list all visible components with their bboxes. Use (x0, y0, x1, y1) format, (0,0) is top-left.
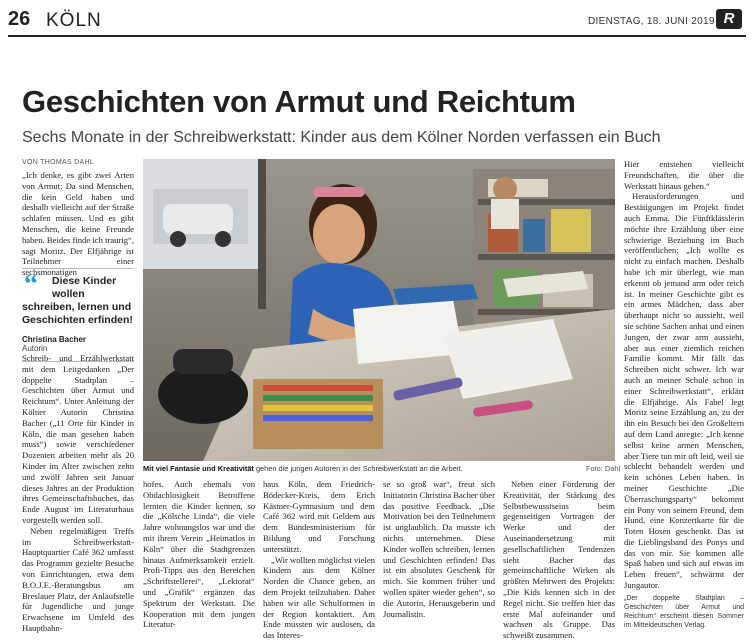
page-number: 26 (8, 8, 31, 30)
byline: VON THOMAS DAHL (22, 159, 95, 166)
article-photo (143, 159, 615, 461)
photo-caption (143, 464, 615, 473)
children-writing-photo (143, 159, 615, 461)
paragraph: Schreib- und Erzählwerkstatt mit dem Leitgedanken „Der doppelte Stadtplan – Geschichten über Armut und Reichtum“. Unter Anleitung der Kölner Autorin Christina Bacher („11 Orte für Kinder in Köln, die man gesehen haben muss“) sowie verschiedener Dozenten arbeiten mehr als 20 Kinder im Alter zwischen zehn und zwölf Jahren seit Januar dieses Jahres an der Produktion ihres Gemeinschaftsbuches, das Ende August im Literaturhaus vorgestellt werden soll. (22, 353, 134, 525)
header-rule (8, 35, 746, 37)
column-1-body (22, 353, 134, 634)
column-1-intro (22, 170, 134, 278)
article-subheadline: Sechs Monate in der Schreibwerkstatt: Kinder aus dem Kölner Norden verfassen ein Buch (22, 129, 661, 146)
paragraph: Neben regelmäßigen Treffs im Schreibwerkstatt-Hauptquartier Café 362 umfasst das Programm gezielte Besuche von Einrichtungen, etwa dem B.O.J.E.-Beratungsbus am Breslauer Platz, der Anlaufstelle für Jugendliche und junge Erwachsene im Umfeld des Hauptbahn- (22, 525, 134, 633)
paragraph: „Ich denke, es gibt zwei Arten von Armut: Da sind Menschen, die kein Geld haben und deshalb vielleicht auf der Straße schlafen müssen. Und es gibt Menschen, die keine Freunde haben. Beides finde ich traurig“, sagt Moritz. Der Elfjährige ist Teilnehmer einer sechsmonatigen (22, 170, 134, 278)
paragraph: haus Köln, dem Friedrich-Bödecker-Kreis, dem Erich Kästner-Gymnasium und dem Café 362 wird mit Geldern aus dem Bundesministerium für Bildung und Forschung unterstützt. (263, 479, 375, 554)
column-3 (263, 479, 375, 641)
photo-caption-text: gehen die jungen Autoren in der Schreibwerkstatt an die Arbeit. (253, 464, 463, 473)
pull-quote-text: schreiben, lernen und Geschichten erfinden! (22, 301, 133, 326)
paragraph: Neben einer Förderung der Kreativität, der Stärkung des Selbstbewusstseins beim gegenseitigen Vortragen der Werke und der Auseinandersetzung mit gesellschaftlichen Tendenzen sieht Bacher das gemeinschaftliche Wirken als größten Mehrwert des Projekts: „Die Kids kennen sich in der Regel nicht. Sie treffen hier das erste Mal aufeinander und wachsen als Gruppe. Das schweißt zusammen. (503, 479, 615, 641)
pull-quote (22, 268, 134, 362)
column-6 (624, 159, 744, 630)
photo-caption-lead: Mit viel Fantasie und Kreativität (143, 464, 254, 473)
issue-date: DIENSTAG, 18. JUNI 2019 (588, 16, 715, 27)
quote-mark-icon: “ (24, 269, 38, 300)
paragraph: Herausforderungen und Bestätigungen im Projekt findet auch Emma. Die Fünftklässlerin möchte ihre Erzählung über eine schwierige Beziehung im Buch veröffentlichen: „Ich wollte es nicht zu einfach machen. Deshalb habe ich mir überlegt, wie man erkennt ob jemand arm oder reich ist. In meiner Geschichte gibt es ein armes Mädchen, dass aber überhaupt nicht so aussieht, weil sie schöne Sachen anhat und einen Jungen, der zwar arm aussieht, aber aus einer ziemlich reichen Familie kommt. Mir fällt das Schreiben nicht schwer. Ich war auch an meiner Schule schon in einer Schreibwerkstatt“, erklärt die Elfjährige. Als Fabel legt Moritz seine Erzählung an, zu der ihn ein Besuch bei den Großeltern auf dem Land anregte: „Ich kenne selbst keine armen Menschen, aber Tiere tun mir oft leid, weil sie schlecht behandelt werden und kein schönes Leben haben. In meiner Geschichte „Die Überraschungsparty“ bekommt ein Pony von seinem Freund, dem Hund, eine Konzertkarte für die Toten Hosen geschenkt. Das ist die Lieblingsband des Ponys und das von mir. Sie kommen alle Spaß haben und sich auf etwas im Leben freuen“, schwärmt der Jungautor. (624, 191, 744, 591)
column-2 (143, 479, 255, 630)
photo-credit: Foto: Dahl (586, 464, 621, 473)
pull-quote-text-line1: Diese Kinder wollen (52, 275, 117, 300)
column-5 (503, 479, 615, 641)
paragraph: Hier entstehen vielleicht Freundschaften, die über die Werkstatt hinaus gehen.“ (624, 159, 744, 191)
pull-quote-author: Christina Bacher (22, 335, 87, 344)
newspaper-logo-icon: R (716, 9, 742, 29)
pull-quote-role: Autorin (22, 344, 48, 353)
paragraph: „Wir wollten möglichst vielen Kindern aus dem Kölner Norden die Chance geben, an dem Projekt teilzuhaben. Daher haben wir alle Schulformen in der Region kontaktiert. Am Ende mussten wir auslosen, da das Interes- (263, 554, 375, 641)
book-note: „Der doppelte Stadtplan – Geschichten über Armut und Reichtum“ erscheint diesen Sommer im Mitteldeutschen Verlag. (624, 594, 744, 629)
section-title: KÖLN (46, 10, 102, 31)
paragraph: se so groß war“, freut sich Initiatorin Christina Bacher über das positive Feedback. „Die Motivation bei den Teilnehmern ist unglaublich. Da musste ich nichts unternehmen. Diese Kinder wollen schreiben, lernen und Geschichten erfinden! Das ist ein absolutes Geschenk für mich. Sie kommen früher und wollen später wieder gehen“, so die Autorin, Herausgeberin und Journalistin. (383, 479, 495, 619)
paragraph: hofes. Auch ehemals von Obdachlosigkeit Betroffene lernten die Kinder kennen, so die „Kölsche Linda“, die viele Jahre wohnungslos war und die mit ihrem Verein „Heimatlos in Köln“ über die Stadtgrenzen hinaus Aufmerksamkeit erzielt. Profi-Tipps aus den Bereichen „Schriftstellerei“, „Lektorat“ und „Grafik“ ergänzen das Spektrum der Werkstatt. Die Kooperation mit dem jungen Literatur- (143, 479, 255, 630)
column-4 (383, 479, 495, 619)
article-headline: Geschichten von Armut und Reichtum (22, 84, 576, 119)
